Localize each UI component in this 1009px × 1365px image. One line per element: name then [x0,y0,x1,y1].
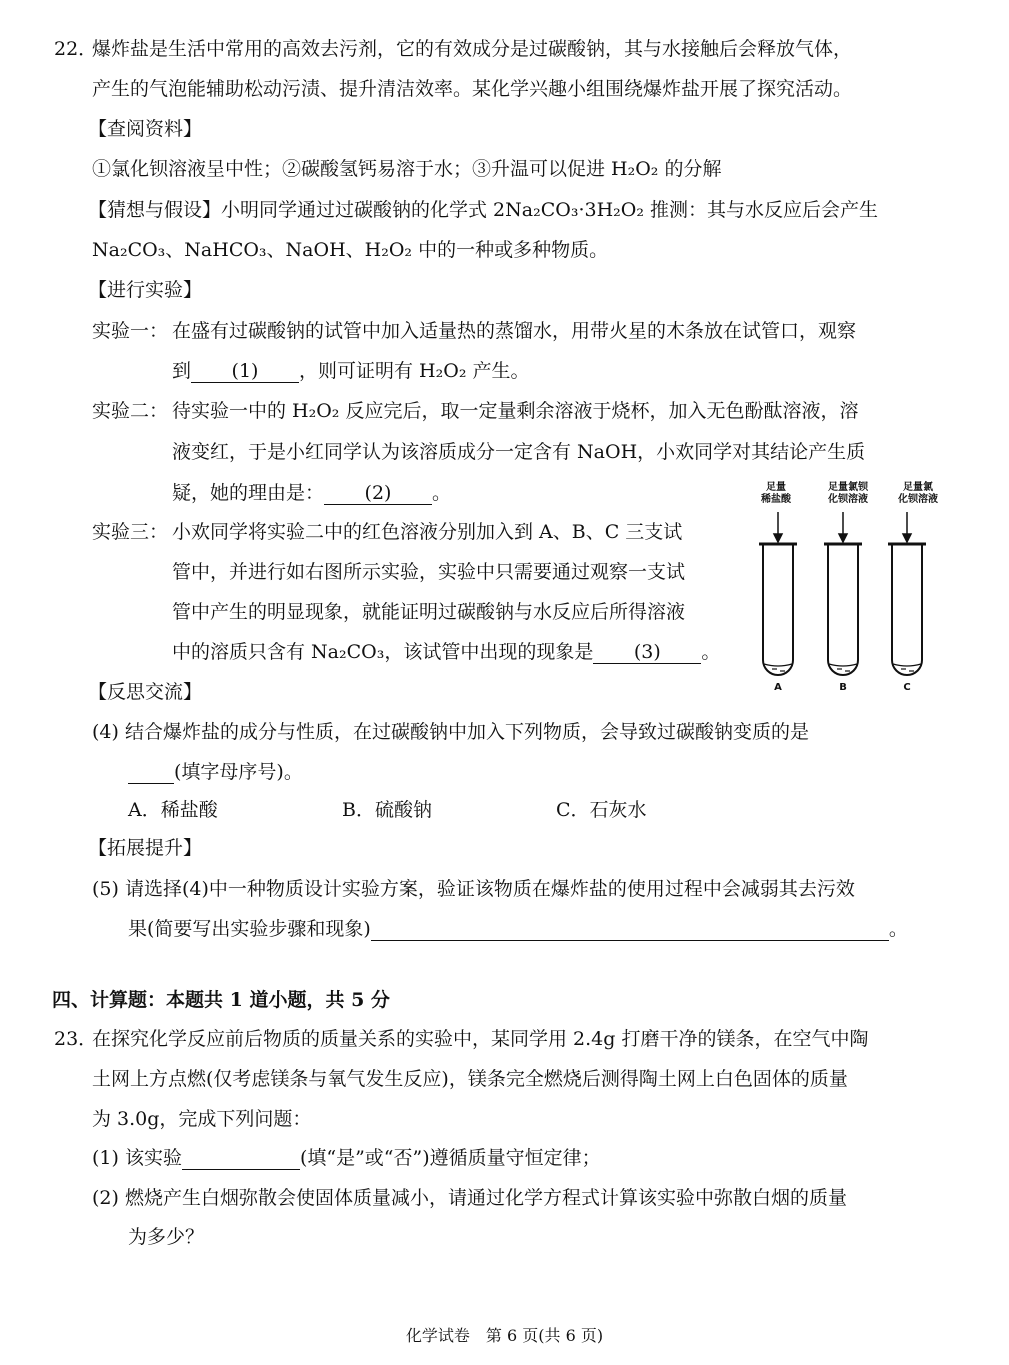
guess-line-2: Na₂CO₃、NaHCO₃、NaOH、H₂O₂ 中的一种或多种物质。 [92,239,609,261]
exp2-line-2: 液变红，于是小红同学认为该溶质成分一定含有 NaOH，小欢同学对其结论产生质 [172,441,866,463]
exp1-text-b: ，则可证明有 H₂O₂ 产生。 [299,360,530,382]
exp3-line-4 [172,639,720,665]
guess-text-1: 小明同学通过过碳酸钠的化学式 2Na₂CO₃·3H₂O₂ 推测：其与水反应后会产生 [221,199,878,221]
reference-line [92,156,721,182]
exp2-text-b: 。 [432,482,452,504]
q23-intro-line-1: 在探究化学反应前后物质的质量关系的实验中，某同学用 2.4g 打磨干净的镁条，在空气中陶 [92,1028,869,1050]
q5-line-1: (5) 请选择(4)中一种物质设计实验方案，验证该物质在爆炸盐的使用过程中会减弱其去污效 [92,878,855,900]
section-guess: 【猜想与假设】 [88,199,222,221]
q5-text-a: 果(简要写出实验步骤和现象) [128,918,371,940]
section-extend: 【拓展提升】 [88,837,203,859]
exp2-label: 实验二： [92,400,169,422]
exp2-line-1: 待实验一中的 H₂O₂ 反应完后，取一定量剩余溶液于烧杯，加入无色酚酞溶液，溶 [172,400,859,422]
q5-line-2 [128,916,908,942]
answer-blank-3[interactable]: (3) [593,641,701,664]
reference-text: ①氯化钡溶液呈中性；②碳酸氢钙易溶于水；③升温可以促进 [92,158,612,180]
tube-a-arrowhead [774,534,782,542]
section-experiment: 【进行实验】 [88,279,203,301]
guess-line-1 [88,197,878,223]
tube-b-letter: B [839,682,847,693]
exp3-text-a: 中的溶质只含有 Na₂CO₃，该试管中出现的现象是 [172,641,594,663]
answer-blank-6[interactable] [182,1147,300,1170]
q4-line-2 [128,759,303,785]
tube-a-reagent-line-2: 稀盐酸 [761,494,791,505]
answer-blank-1[interactable]: (1) [191,360,299,383]
tube-c-letter: C [903,682,911,693]
answer-blank-4[interactable] [128,761,174,784]
q22-intro-line-1: 爆炸盐是生活中常用的高效去污剂，它的有效成分是过碳酸钠，其与水接触后会释放气体， [92,38,853,60]
exp1-line-2 [172,358,529,384]
exp3-text-b: 。 [701,641,721,663]
exp3-label: 实验三： [92,521,169,543]
q23-part-2-line-2: 为多少？ [128,1226,205,1248]
q5-text-b: 。 [888,918,908,940]
q23-intro-line-3: 为 3.0g，完成下列问题： [92,1108,312,1130]
q23-part-1-text-a: (1) 该实验 [92,1147,182,1169]
q23-part-2-line-1: (2) 燃烧产生白烟弥散会使固体质量减小，请通过化学方程式计算该实验中弥散白烟的质量 [92,1187,847,1209]
exp3-line-2: 管中，并进行如右图所示实验，实验中只需要通过观察一支试 [172,561,686,583]
section-4-heading: 四、计算题：本题共 1 道小题，共 5 分 [52,989,390,1011]
q23-intro-line-2: 土网上方点燃(仅考虑镁条与氧气发生反应)，镁条完全燃烧后测得陶土网上白色固体的质量 [92,1068,848,1090]
tube-c-reagent-line-1: 足量氯 [903,482,933,493]
tube-c-reagent-line-2: 化钡溶液 [898,494,938,505]
tube-b-reagent-line-1: 足量氯钡 [828,482,868,493]
tube-c-arrowhead [903,534,911,542]
section-reference: 【查阅资料】 [88,118,203,140]
q4-text: (填字母序号)。 [174,761,303,783]
section-reflect: 【反思交流】 [88,681,203,703]
exp1-line-1: 在盛有过碳酸钠的试管中加入适量热的蒸馏水，用带火星的木条放在试管口，观察 [172,320,857,342]
q23-part-1-text-b: (填“是”或“否”)遵循质量守恒定律； [299,1147,601,1169]
exp2-line-3 [172,480,451,506]
exp3-line-3: 管中产生的明显现象，就能证明过碳酸钠与水反应后所得溶液 [172,601,686,623]
tube-a-reagent-line-1: 足量 [766,482,786,493]
q22-intro-line-2: 产生的气泡能辅助松动污渍、提升清洁效率。某化学兴趣小组围绕爆炸盐开展了探究活动。 [92,78,853,100]
exp3-line-1: 小欢同学将实验二中的红色溶液分别加入到 A、B、C 三支试 [172,521,683,543]
option-b: B．硫酸钠 [342,799,432,821]
exp1-label: 实验一： [92,320,169,342]
q23-number: 23． [54,1028,98,1050]
option-a: A．稀盐酸 [128,799,218,821]
exp1-text-a: 到 [172,360,192,382]
exp2-text-a: 疑，她的理由是： [172,482,325,504]
q4-line-1: (4) 结合爆炸盐的成分与性质，在过碳酸钠中加入下列物质，会导致过碳酸钠变质的是 [92,721,809,743]
q23-part-1 [92,1145,601,1171]
test-tube-figure [748,478,958,696]
tube-c [888,544,926,675]
tube-a [759,544,797,675]
test-tubes-drawing [748,478,958,696]
option-c: C．石灰水 [556,799,647,821]
tube-b-reagent-line-2: 化钡溶液 [828,494,868,505]
answer-blank-2[interactable]: (2) [324,482,432,505]
answer-blank-5[interactable] [371,918,889,941]
tube-a-letter: A [774,682,782,693]
q22-number: 22． [54,38,98,60]
reference-formula: H₂O₂ [611,158,659,180]
page-footer: 化学试卷 第 6 页(共 6 页) [405,1326,604,1345]
tube-b-arrowhead [839,534,847,542]
reference-tail: 的分解 [658,158,722,180]
tube-b [824,544,862,675]
